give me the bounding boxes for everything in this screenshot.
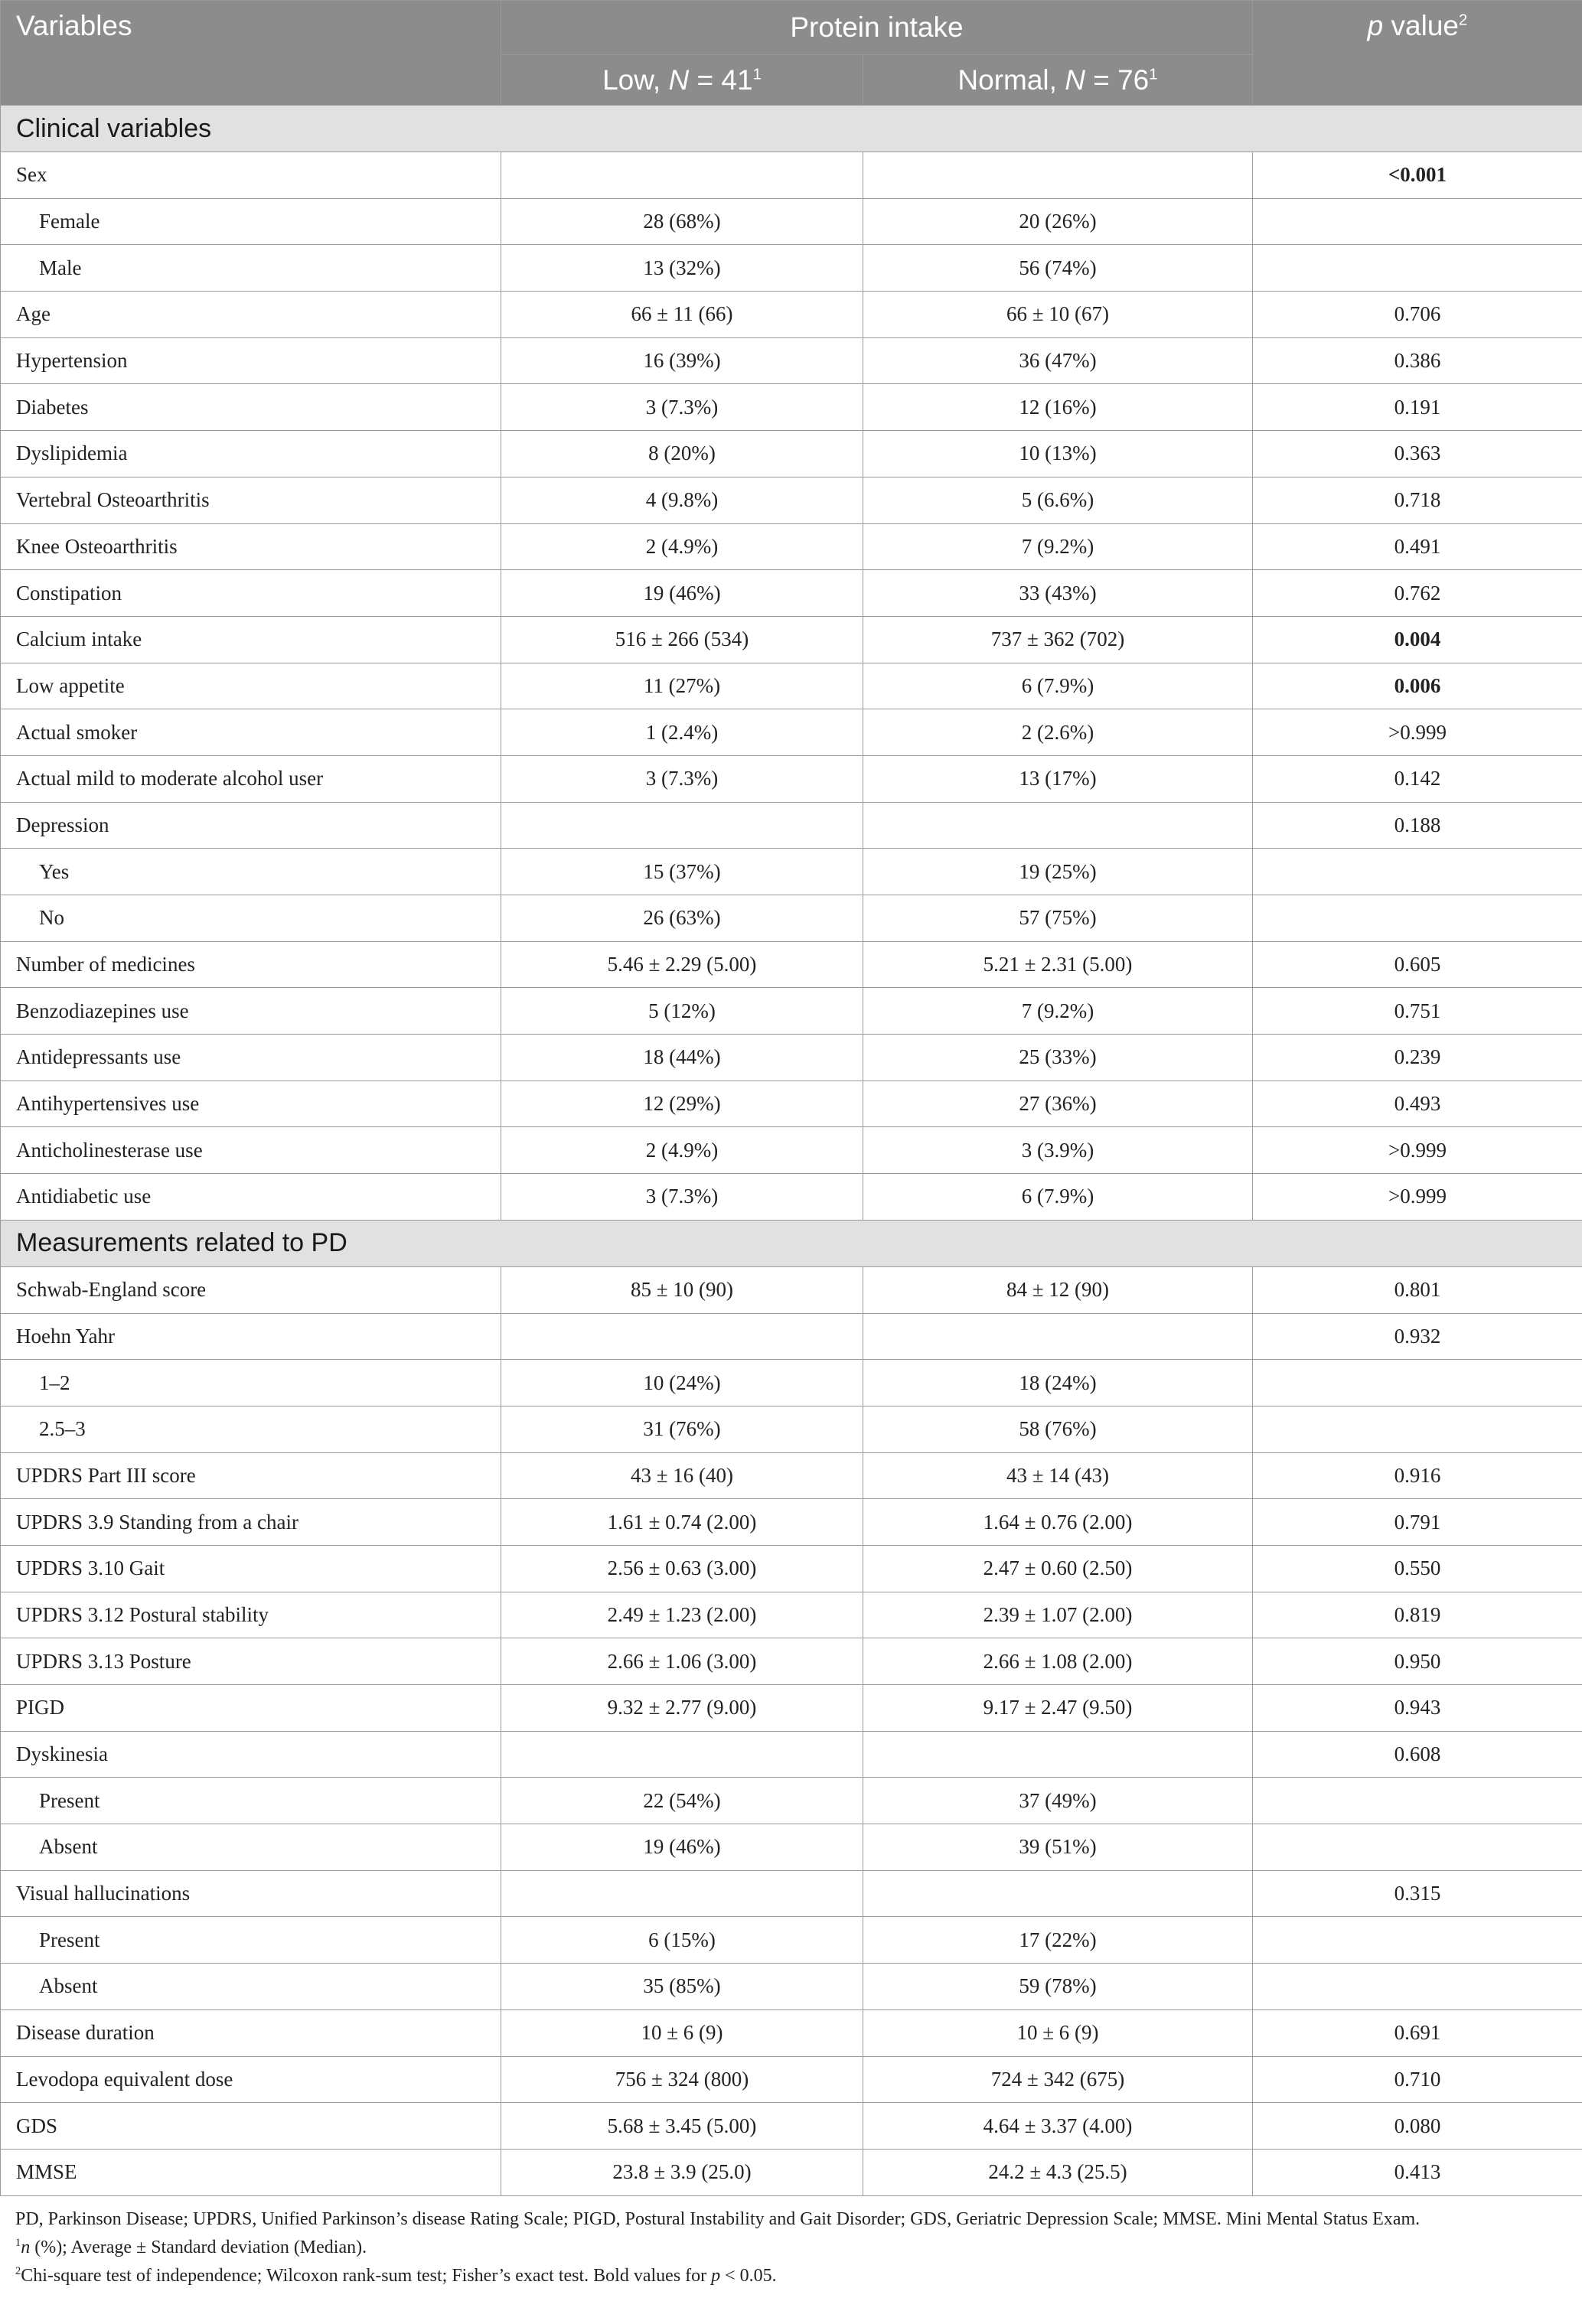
row-p-value xyxy=(1253,1778,1582,1824)
row-p-value: 0.142 xyxy=(1253,755,1582,802)
row-low-value: 2.56 ± 0.63 (3.00) xyxy=(501,1545,863,1592)
row-label: Visual hallucinations xyxy=(1,1870,501,1917)
row-low-value: 516 ± 266 (534) xyxy=(501,616,863,663)
row-low-value: 8 (20%) xyxy=(501,431,863,478)
row-p-value: 0.791 xyxy=(1253,1499,1582,1546)
row-low-value: 15 (37%) xyxy=(501,849,863,895)
table-row xyxy=(1,384,1582,431)
row-p-value: 0.191 xyxy=(1253,384,1582,431)
row-normal-value xyxy=(863,152,1253,199)
header-normal: Normal, $N = 76^1$ xyxy=(863,55,1253,106)
row-low-value: 756 ± 324 (800) xyxy=(501,2056,863,2103)
row-label: Age xyxy=(1,292,501,338)
row-p-value: 0.608 xyxy=(1253,1731,1582,1778)
table-row xyxy=(1,895,1582,942)
table-row xyxy=(1,431,1582,478)
row-low-value: 2.66 ± 1.06 (3.00) xyxy=(501,1638,863,1685)
row-label: 1–2 xyxy=(1,1360,501,1406)
row-low-value: 4 (9.8%) xyxy=(501,477,863,523)
row-low-value: 11 (27%) xyxy=(501,663,863,709)
row-p-value: 0.710 xyxy=(1253,2056,1582,2103)
row-low-value: 13 (32%) xyxy=(501,245,863,292)
section-row xyxy=(1,106,1582,152)
row-low-value: 1.61 ± 0.74 (2.00) xyxy=(501,1499,863,1546)
table-row xyxy=(1,1406,1582,1452)
row-normal-value: 3 (3.9%) xyxy=(863,1127,1253,1174)
row-label: Hoehn Yahr xyxy=(1,1313,501,1360)
header-low: Low, $N = 41^1$ xyxy=(501,55,863,106)
row-p-value: 0.363 xyxy=(1253,431,1582,478)
footnote-1: $^1$n (%); Average ± Standard deviation (Median). xyxy=(15,2236,367,2257)
row-normal-value xyxy=(863,802,1253,849)
row-low-value: 28 (68%) xyxy=(501,198,863,245)
row-label: 2.5–3 xyxy=(1,1406,501,1452)
row-normal-value: 10 (13%) xyxy=(863,431,1253,478)
row-p-value xyxy=(1253,1964,1582,2010)
row-p-value: 0.691 xyxy=(1253,2009,1582,2056)
row-normal-value: 17 (22%) xyxy=(863,1917,1253,1964)
row-label: Sex xyxy=(1,152,501,199)
row-p-value: 0.386 xyxy=(1253,337,1582,384)
row-p-value: 0.080 xyxy=(1253,2103,1582,2150)
row-normal-value: 19 (25%) xyxy=(863,849,1253,895)
table-row xyxy=(1,1778,1582,1824)
row-normal-value: 37 (49%) xyxy=(863,1778,1253,1824)
row-low-value: 2.49 ± 1.23 (2.00) xyxy=(501,1592,863,1638)
row-label: Hypertension xyxy=(1,337,501,384)
table-row xyxy=(1,1638,1582,1685)
table-row xyxy=(1,1824,1582,1871)
row-p-value: 0.801 xyxy=(1253,1266,1582,1313)
row-label: Levodopa equivalent dose xyxy=(1,2056,501,2103)
row-normal-value: 10 ± 6 (9) xyxy=(863,2009,1253,2056)
row-p-value: 0.819 xyxy=(1253,1592,1582,1638)
section-title: Measurements related to PD xyxy=(1,1220,1582,1266)
header-protein-intake: Protein intake xyxy=(501,1,1253,55)
row-label: Present xyxy=(1,1917,501,1964)
header-p-value: p value$^2$ xyxy=(1253,1,1582,106)
row-label: Actual smoker xyxy=(1,709,501,756)
row-label: UPDRS 3.13 Posture xyxy=(1,1638,501,1685)
row-low-value: 9.32 ± 2.77 (9.00) xyxy=(501,1685,863,1732)
row-p-value: 0.004 xyxy=(1253,616,1582,663)
row-p-value: 0.762 xyxy=(1253,570,1582,617)
row-p-value: >0.999 xyxy=(1253,1127,1582,1174)
row-label: Absent xyxy=(1,1964,501,2010)
table-row xyxy=(1,2009,1582,2056)
row-normal-value: 20 (26%) xyxy=(863,198,1253,245)
row-label: Diabetes xyxy=(1,384,501,431)
table-row xyxy=(1,1592,1582,1638)
row-low-value: 10 (24%) xyxy=(501,1360,863,1406)
table-row xyxy=(1,477,1582,523)
row-label: MMSE xyxy=(1,2149,501,2195)
row-normal-value xyxy=(863,1731,1253,1778)
row-normal-value: 2.39 ± 1.07 (2.00) xyxy=(863,1592,1253,1638)
row-normal-value: 56 (74%) xyxy=(863,245,1253,292)
row-p-value: 0.493 xyxy=(1253,1081,1582,1127)
row-p-value xyxy=(1253,1406,1582,1452)
row-low-value: 3 (7.3%) xyxy=(501,755,863,802)
row-normal-value: 6 (7.9%) xyxy=(863,1174,1253,1221)
row-p-value xyxy=(1253,245,1582,292)
table-body xyxy=(1,106,1582,2196)
table-row xyxy=(1,523,1582,570)
row-normal-value: 25 (33%) xyxy=(863,1035,1253,1081)
table-row xyxy=(1,1452,1582,1499)
row-label: Calcium intake xyxy=(1,616,501,663)
row-p-value xyxy=(1253,849,1582,895)
table-row xyxy=(1,1266,1582,1313)
row-label: Number of medicines xyxy=(1,941,501,988)
row-low-value: 19 (46%) xyxy=(501,1824,863,1871)
row-low-value: 85 ± 10 (90) xyxy=(501,1266,863,1313)
row-low-value: 23.8 ± 3.9 (25.0) xyxy=(501,2149,863,2195)
row-p-value: 0.706 xyxy=(1253,292,1582,338)
row-p-value: 0.413 xyxy=(1253,2149,1582,2195)
row-normal-value xyxy=(863,1313,1253,1360)
row-normal-value: 39 (51%) xyxy=(863,1824,1253,1871)
row-normal-value: 58 (76%) xyxy=(863,1406,1253,1452)
row-normal-value: 66 ± 10 (67) xyxy=(863,292,1253,338)
row-low-value xyxy=(501,1870,863,1917)
row-label: Disease duration xyxy=(1,2009,501,2056)
row-p-value: 0.751 xyxy=(1253,988,1582,1035)
row-label: Vertebral Osteoarthritis xyxy=(1,477,501,523)
table-row xyxy=(1,755,1582,802)
row-normal-value: 59 (78%) xyxy=(863,1964,1253,2010)
table-row xyxy=(1,292,1582,338)
table-row xyxy=(1,849,1582,895)
row-low-value: 66 ± 11 (66) xyxy=(501,292,863,338)
row-label: Male xyxy=(1,245,501,292)
table-row xyxy=(1,1545,1582,1592)
row-p-value: 0.550 xyxy=(1253,1545,1582,1592)
row-low-value: 3 (7.3%) xyxy=(501,1174,863,1221)
row-label: PIGD xyxy=(1,1685,501,1732)
row-p-value: 0.491 xyxy=(1253,523,1582,570)
row-normal-value: 13 (17%) xyxy=(863,755,1253,802)
row-label: Yes xyxy=(1,849,501,895)
row-normal-value: 12 (16%) xyxy=(863,384,1253,431)
section-title: Clinical variables xyxy=(1,106,1582,152)
row-normal-value: 2 (2.6%) xyxy=(863,709,1253,756)
table-row xyxy=(1,1313,1582,1360)
table-row xyxy=(1,1870,1582,1917)
row-low-value: 5.68 ± 3.45 (5.00) xyxy=(501,2103,863,2150)
row-normal-value: 6 (7.9%) xyxy=(863,663,1253,709)
row-normal-value: 36 (47%) xyxy=(863,337,1253,384)
table-row xyxy=(1,570,1582,617)
table-row xyxy=(1,2056,1582,2103)
row-label: UPDRS 3.10 Gait xyxy=(1,1545,501,1592)
table-row xyxy=(1,152,1582,199)
row-p-value: 0.943 xyxy=(1253,1685,1582,1732)
row-low-value: 12 (29%) xyxy=(501,1081,863,1127)
row-low-value xyxy=(501,802,863,849)
row-normal-value: 2.47 ± 0.60 (2.50) xyxy=(863,1545,1253,1592)
row-low-value: 18 (44%) xyxy=(501,1035,863,1081)
header-row-1 xyxy=(1,1,1582,55)
row-p-value xyxy=(1253,1917,1582,1964)
row-normal-value: 5.21 ± 2.31 (5.00) xyxy=(863,941,1253,988)
row-low-value: 5.46 ± 2.29 (5.00) xyxy=(501,941,863,988)
section-row xyxy=(1,1220,1582,1266)
row-low-value xyxy=(501,152,863,199)
row-low-value: 10 ± 6 (9) xyxy=(501,2009,863,2056)
footnote-abbreviations: PD, Parkinson Disease; UPDRS, Unified Parkinson’s disease Rating Scale; PIGD, Postural Instability and Gait Disorder; GDS, Geriatric Depression Scale; MMSE. Mini Mental Status Exam. xyxy=(15,2208,1421,2229)
table-row xyxy=(1,1731,1582,1778)
table-row xyxy=(1,1360,1582,1406)
row-label: UPDRS Part III score xyxy=(1,1452,501,1499)
row-normal-value: 4.64 ± 3.37 (4.00) xyxy=(863,2103,1253,2150)
row-label: Constipation xyxy=(1,570,501,617)
row-normal-value: 57 (75%) xyxy=(863,895,1253,942)
row-p-value: 0.239 xyxy=(1253,1035,1582,1081)
table-row xyxy=(1,709,1582,756)
row-label: GDS xyxy=(1,2103,501,2150)
table-row xyxy=(1,337,1582,384)
row-normal-value: 724 ± 342 (675) xyxy=(863,2056,1253,2103)
row-low-value: 31 (76%) xyxy=(501,1406,863,1452)
table-row xyxy=(1,1964,1582,2010)
row-label: UPDRS 3.12 Postural stability xyxy=(1,1592,501,1638)
row-low-value: 26 (63%) xyxy=(501,895,863,942)
row-p-value: <0.001 xyxy=(1253,152,1582,199)
row-normal-value: 5 (6.6%) xyxy=(863,477,1253,523)
row-normal-value: 9.17 ± 2.47 (9.50) xyxy=(863,1685,1253,1732)
row-low-value: 5 (12%) xyxy=(501,988,863,1035)
header-variables: Variables xyxy=(1,1,501,106)
table-row xyxy=(1,1127,1582,1174)
row-label: Depression xyxy=(1,802,501,849)
table-row xyxy=(1,1035,1582,1081)
row-normal-value: 7 (9.2%) xyxy=(863,988,1253,1035)
row-normal-value: 737 ± 362 (702) xyxy=(863,616,1253,663)
row-p-value: 0.605 xyxy=(1253,941,1582,988)
row-normal-value: 27 (36%) xyxy=(863,1081,1253,1127)
row-label: Benzodiazepines use xyxy=(1,988,501,1035)
row-label: Antidepressants use xyxy=(1,1035,501,1081)
row-normal-value: 7 (9.2%) xyxy=(863,523,1253,570)
row-p-value: 0.932 xyxy=(1253,1313,1582,1360)
row-label: No xyxy=(1,895,501,942)
row-low-value xyxy=(501,1731,863,1778)
table-row xyxy=(1,2149,1582,2195)
row-normal-value xyxy=(863,1870,1253,1917)
row-normal-value: 33 (43%) xyxy=(863,570,1253,617)
row-p-value: 0.188 xyxy=(1253,802,1582,849)
row-low-value: 22 (54%) xyxy=(501,1778,863,1824)
table-row xyxy=(1,198,1582,245)
row-label: Knee Osteoarthritis xyxy=(1,523,501,570)
row-low-value: 2 (4.9%) xyxy=(501,1127,863,1174)
row-label: Anticholinesterase use xyxy=(1,1127,501,1174)
footnote-2: $^2$Chi-square test of independence; Wilcoxon rank-sum test; Fisher’s exact test. Bold values for p < 0.05. xyxy=(15,2264,777,2286)
row-p-value: 0.718 xyxy=(1253,477,1582,523)
row-p-value xyxy=(1253,1360,1582,1406)
table-row xyxy=(1,988,1582,1035)
row-normal-value: 1.64 ± 0.76 (2.00) xyxy=(863,1499,1253,1546)
row-label: Low appetite xyxy=(1,663,501,709)
row-low-value: 16 (39%) xyxy=(501,337,863,384)
row-low-value: 1 (2.4%) xyxy=(501,709,863,756)
row-low-value: 35 (85%) xyxy=(501,1964,863,2010)
row-normal-value: 18 (24%) xyxy=(863,1360,1253,1406)
row-normal-value: 43 ± 14 (43) xyxy=(863,1452,1253,1499)
table-row xyxy=(1,1685,1582,1732)
row-label: Antihypertensives use xyxy=(1,1081,501,1127)
row-low-value: 3 (7.3%) xyxy=(501,384,863,431)
table-row xyxy=(1,1917,1582,1964)
row-p-value: 0.916 xyxy=(1253,1452,1582,1499)
table-row xyxy=(1,2103,1582,2150)
row-label: UPDRS 3.9 Standing from a chair xyxy=(1,1499,501,1546)
row-label: Antidiabetic use xyxy=(1,1174,501,1221)
row-p-value: >0.999 xyxy=(1253,709,1582,756)
row-p-value xyxy=(1253,895,1582,942)
row-low-value: 19 (46%) xyxy=(501,570,863,617)
row-label: Schwab-England score xyxy=(1,1266,501,1313)
row-p-value: 0.315 xyxy=(1253,1870,1582,1917)
row-normal-value: 2.66 ± 1.08 (2.00) xyxy=(863,1638,1253,1685)
row-p-value: >0.999 xyxy=(1253,1174,1582,1221)
row-p-value: 0.006 xyxy=(1253,663,1582,709)
table-row xyxy=(1,802,1582,849)
row-p-value xyxy=(1253,198,1582,245)
table-row xyxy=(1,1499,1582,1546)
row-label: Absent xyxy=(1,1824,501,1871)
table-row xyxy=(1,663,1582,709)
table-row xyxy=(1,1081,1582,1127)
table-row xyxy=(1,1174,1582,1221)
row-normal-value: 24.2 ± 4.3 (25.5) xyxy=(863,2149,1253,2195)
row-low-value: 43 ± 16 (40) xyxy=(501,1452,863,1499)
row-label: Dyslipidemia xyxy=(1,431,501,478)
row-p-value: 0.950 xyxy=(1253,1638,1582,1685)
row-normal-value: 84 ± 12 (90) xyxy=(863,1266,1253,1313)
row-low-value: 6 (15%) xyxy=(501,1917,863,1964)
table-row xyxy=(1,245,1582,292)
row-label: Present xyxy=(1,1778,501,1824)
row-low-value xyxy=(501,1313,863,1360)
table-row xyxy=(1,941,1582,988)
footnotes xyxy=(0,2196,1582,2290)
row-low-value: 2 (4.9%) xyxy=(501,523,863,570)
row-p-value xyxy=(1253,1824,1582,1871)
row-label: Actual mild to moderate alcohol user xyxy=(1,755,501,802)
row-label: Female xyxy=(1,198,501,245)
table-row xyxy=(1,616,1582,663)
row-label: Dyskinesia xyxy=(1,1731,501,1778)
